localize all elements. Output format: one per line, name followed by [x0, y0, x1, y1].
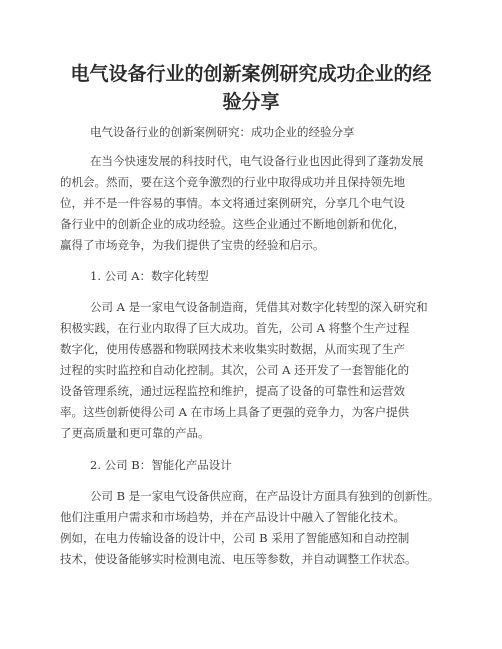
section1-line: 积极实践，在行业内取得了巨大成功。首先，公司 A 将整个生产过程 — [60, 321, 410, 335]
section2-line: 技术，使设备能够实时检测电流、电压等参数，并自动调整工作状态。 — [60, 552, 417, 566]
title-line-2: 验分享 — [222, 91, 280, 113]
section1-line: 了更高质量和更可靠的产品。 — [60, 426, 210, 440]
section2-line: 公司 B 是一家电气设备供应商，在产品设计方面具有独到的创新性。 — [90, 489, 440, 503]
subtitle: 电气设备行业的创新案例研究：成功企业的经验分享 — [90, 125, 355, 139]
section2-line: 例如，在电力传输设备的设计中，公司 B 采用了智能感知和自动控制 — [60, 531, 410, 545]
section1-line: 公司 A 是一家电气设备制造商，凭借其对数字化转型的深入研究和 — [90, 300, 428, 314]
intro-line: 位，并不是一件容易的事情。本文将通过案例研究，分享几个电气设 — [60, 196, 405, 210]
intro-line: 在当今快速发展的科技时代，电气设备行业也因此得到了蓬勃发展 — [90, 154, 424, 168]
section1-line: 数字化，使用传感器和物联网技术来收集实时数据，从而实现了生产 — [60, 342, 405, 356]
intro-line: 备行业中的创新企业的成功经验。这些企业通过不断地创新和优化， — [60, 217, 405, 231]
document-title — [60, 60, 442, 116]
section2-line: 他们注重用户需求和市场趋势，并在产品设计中融入了智能化技术。 — [60, 510, 405, 524]
section-heading-1: 1. 公司 A：数字化转型 — [90, 269, 209, 283]
section1-line: 设备管理系统，通过远程监控和维护，提高了设备的可靠性和运营效 — [60, 384, 405, 398]
section1-line: 过程的实时监控和自动化控制。其次，公司 A 还开发了一套智能化的 — [60, 363, 410, 377]
title-line-1: 电气设备行业的创新案例研究成功企业的经 — [70, 63, 432, 85]
section1-line: 率。这些创新使得公司 A 在市场上具备了更强的竞争力，为客户提供 — [60, 405, 410, 419]
section-heading-2: 2. 公司 B：智能化产品设计 — [90, 458, 232, 472]
intro-line: 的机会。然而，要在这个竞争激烈的行业中取得成功并且保持领先地 — [60, 175, 405, 189]
intro-line: 赢得了市场竞争，为我们提供了宝贵的经验和启示。 — [60, 238, 325, 252]
